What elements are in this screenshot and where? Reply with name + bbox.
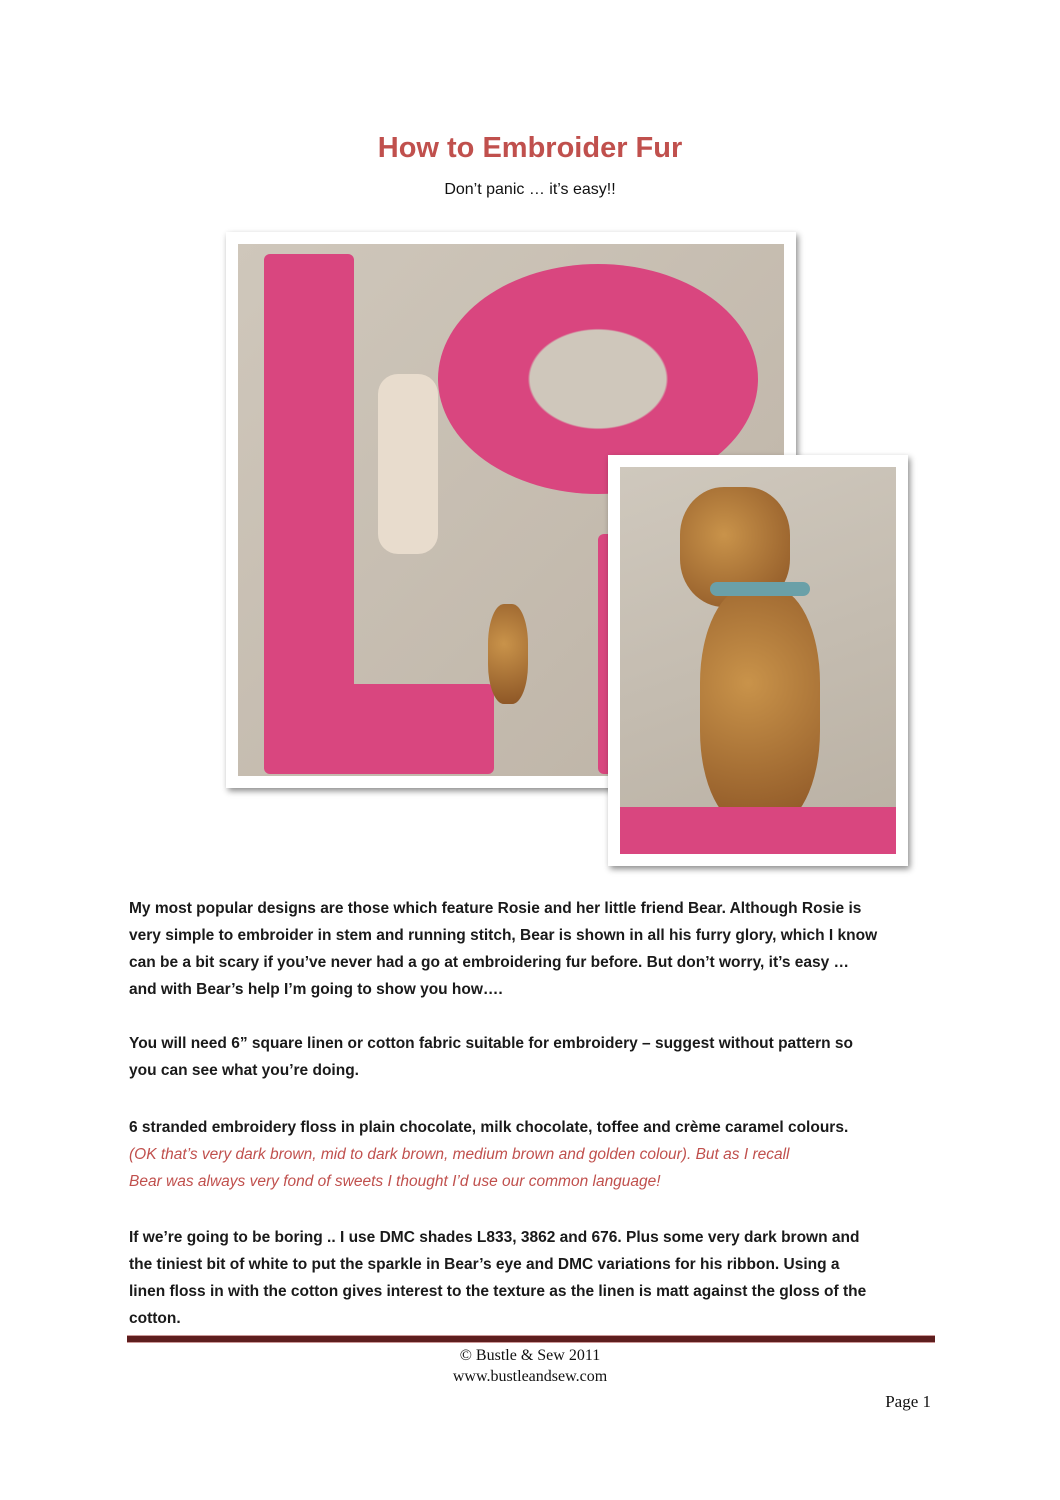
rosie-figure <box>378 374 438 554</box>
dmc-paragraph <box>129 1224 949 1332</box>
footer-copyright: © Bustle & Sew 2011 <box>459 1347 601 1364</box>
text-line: linen floss in with the cotton gives interest to the texture as the linen is matt against the gloss of the <box>129 1283 867 1300</box>
text-line: My most popular designs are those which feature Rosie and her little friend Bear. Although Rosie is <box>129 900 862 917</box>
note-line: Bear was always very fond of sweets I thought I’d use our common language! <box>129 1173 661 1190</box>
bear-ribbon <box>710 582 810 596</box>
text-line: can be a bit scary if you’ve never had a go at embroidering fur before. But don’t worry, it’s easy … <box>129 954 850 971</box>
text-line: You will need 6” square linen or cotton fabric suitable for embroidery – suggest without pattern so <box>129 1035 854 1052</box>
text-line: the tiniest bit of white to put the sparkle in Bear’s eye and DMC variations for his ribbon. Using a <box>129 1256 840 1273</box>
page-title: How to Embroider Fur <box>377 132 683 164</box>
floss-paragraph <box>129 1114 949 1195</box>
page-number: Page 1 <box>885 1392 931 1411</box>
text-line: very simple to embroider in stem and running stitch, Bear is shown in all his furry glory, which I know <box>129 927 878 944</box>
intro-paragraph <box>129 895 949 1003</box>
footer-website: www.bustleandsew.com <box>452 1368 608 1385</box>
text-line: cotton. <box>129 1310 181 1327</box>
letter-l-foot-felt <box>264 684 494 774</box>
bear-body <box>700 587 820 827</box>
page-subtitle: Don’t panic … it’s easy!! <box>444 181 616 198</box>
text-line: If we’re going to be boring .. I use DMC shades L833, 3862 and 676. Plus some very dark brown and <box>129 1229 860 1246</box>
bear-figure <box>488 604 528 704</box>
text-line: and with Bear’s help I’m going to show you how…. <box>129 981 503 998</box>
note-line: (OK that’s very dark brown, mid to dark brown, medium brown and golden colour). But as I recall <box>129 1146 790 1163</box>
fabric-paragraph <box>129 1030 949 1084</box>
footer-divider <box>127 1335 935 1343</box>
bear-closeup-photo <box>608 455 908 866</box>
felt-edge <box>620 807 896 854</box>
text-line: you can see what you’re doing. <box>129 1062 359 1079</box>
text-line: 6 stranded embroidery floss in plain chocolate, milk chocolate, toffee and crème caramel colours. <box>129 1119 849 1136</box>
